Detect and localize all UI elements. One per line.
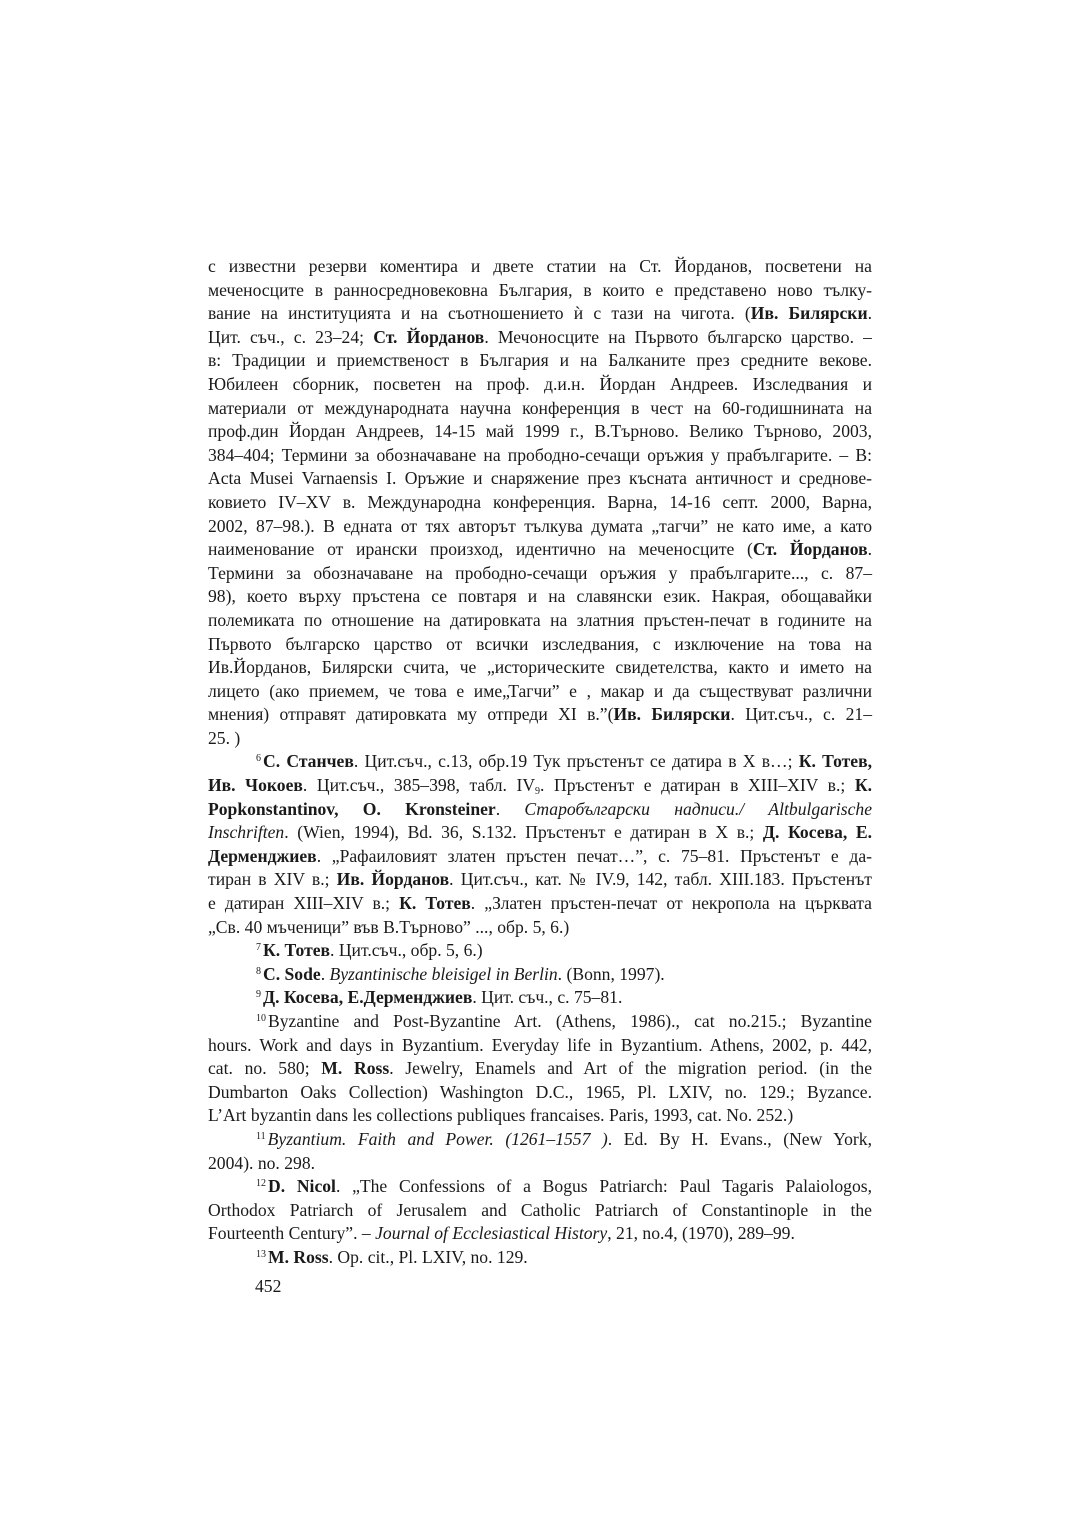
footnote-10: $^{10}$ Byzantine and Post-Byzantine Art. (Athens, 1986)., cat no.215.; Byzantine — [256, 1011, 872, 1031]
text-line: Юбилеен сборник, посветен на проф. д.и.н. Йордан Андреев. Изследвания и — [208, 373, 872, 394]
footnote-number: 9 — [256, 989, 261, 1001]
text-line: 25. ) — [208, 727, 241, 748]
text-line: ковието IV–XV в. Международна конференция. Варна, 14-16 септ. 2000, Варна, — [208, 491, 872, 512]
author-name: Ив. Билярски — [613, 704, 731, 725]
text-line: Acta Musei Varnaensis I. Оръжие и снаряжение през късната античност и среднове- — [208, 468, 872, 489]
text-line: полемиката по отношение на датировката на златния пръстен-печат в годините на — [208, 609, 872, 630]
footnote-13: $^{13}$ M. Ross. Op. cit., Pl. LXIV, no. 129. — [256, 1246, 528, 1267]
footnote-number: 6 — [256, 753, 261, 765]
text-line: наименование от ирански произход, идентично на меченосците (Ст. Йорданов. — [208, 539, 872, 560]
footnote-line: тиран в XIV в.; Ив. Йорданов. Цит.съч., кат. № IV.9, 142, табл. XIII.183. Пръстенът — [208, 869, 873, 890]
text-line: материали от международната научна конференция в чест на 60-годишнината на — [208, 397, 872, 418]
footnote-line: L’Art byzantin dans les collections publiques francaises. Paris, 1993, cat. No. 252.) — [208, 1105, 794, 1126]
footnote-line: hours. Work and days in Byzantium. Everyday life in Byzantium. Athens, 2002, p. 442, — [208, 1034, 872, 1055]
footnote-line: Дерменджиев. „Рафаиловият златен пръстен печат…”, с. 75–81. Пръстенът е да- — [208, 845, 872, 866]
text-line: Ив.Йорданов, Билярски счита, че „историческите свидетелства, както и името на — [208, 657, 872, 678]
footnote-number: 8 — [256, 965, 261, 977]
text-line: лицето (ако приемем, че това е име„Тагчи” е , макар и да съществуват различни — [208, 680, 872, 701]
author-name: Ст. Йорданов — [752, 539, 868, 560]
author-name: Ив. Билярски — [750, 303, 868, 324]
footnote-line: Ив. Чокоев. Цит.съч., 385–398, табл. $IV_9$. Пръстенът е датиран в XIII–XIV в.; К. — [208, 775, 873, 798]
footnote-number: 12 — [256, 1178, 266, 1190]
footnote-number: 13 — [256, 1248, 266, 1260]
footnote-number: 10 — [256, 1013, 266, 1024]
footnote-11: $^{11}$ Byzantium. Faith and Power. (1261–1557 ). Ed. By H. Evans., (New York, — [256, 1128, 872, 1149]
text-line: 98), което върху пръстена се повтаря и на славянски език. Накрая, обощавайки — [208, 586, 872, 607]
text-line: вание на институцията и на съотношението ѝ с тази на чигота. (Ив. Билярски. — [208, 303, 872, 324]
footnote-line: 2004). no. 298. — [208, 1152, 316, 1173]
text-line: проф.дин Йордан Андреев, 14-15 май 1999 г., В.Търново. Велико Търново, 2003, — [208, 421, 872, 442]
text-line: в: Традиции и приемственост в България и на Балканите през средните векове. — [208, 350, 872, 371]
footnote-line: Inschriften. (Wien, 1994), Bd. 36, S.132. Пръстенът е датиран в X в.; Д. Косева, Е. — [208, 822, 872, 843]
text-line: мнения) отправят датировката му отпреди XI в.”(Ив. Билярски. Цит.съч., с. 21– — [208, 704, 872, 725]
footnote-line: Orthodox Patriarch of Jerusalem and Catholic Patriarch of Constantinople in the — [208, 1199, 872, 1220]
body-text — [208, 255, 872, 1270]
footnote-line: е датиран XIII–XIV в.; К. Тотев. „Златен пръстен-печат от некропола на църквата — [208, 893, 872, 914]
footnote-12: $^{12}$ D. Nicol. „The Confessions of a Bogus Patriarch: Paul Tagaris Palaiologos, — [256, 1176, 872, 1197]
text-line: 2002, 87–98.). В едната от тях авторът тълкува думата „тагчи” не като име, а като — [208, 515, 872, 536]
author-name: Ст. Йорданов — [373, 326, 485, 347]
text-line: 384–404; Термини за обозначаване на прободно-сечащи оръжия у прабългарите. – В: — [208, 444, 872, 465]
text-line: меченосците в ранносредновековна България, в които е представено ново тълку- — [208, 279, 872, 300]
footnote-6: $^6$ С. Станчев. Цит.съч., с.13, обр.19 Тук пръстенът се датира в Х в…; К. Тотев, — [256, 751, 873, 772]
text-line: Термини за обозначаване на прободно-сечащи оръжия у прабългарите..., с. 87– — [208, 562, 872, 583]
footnote-number: 11 — [256, 1130, 266, 1142]
footnote-8: $^8$ C. Sode. Byzantinische bleisigel in Berlin. (Bonn, 1997). — [256, 963, 665, 984]
footnote-line: cat. no. 580; M. Ross. Jewelry, Enamels and Art of the migration period. (in the — [208, 1058, 872, 1079]
footnote-9: $^9$ Д. Косева, Е.Дерменджиев. Цит. съч., с. 75–81. — [256, 987, 623, 1008]
text-line: с известни резерви коментира и двете статии на Ст. Йорданов, посветени на — [208, 256, 872, 276]
text-line: Първото българско царство от всички изследвания, с изключение на това на — [208, 633, 872, 654]
footnote-line: Fourteenth Century”. – Journal of Ecclesiastical History, 21, no.4, (1970), 289–99. — [208, 1223, 795, 1244]
footnote-number: 7 — [256, 942, 261, 954]
footnote-line: Popkonstantinov, O. Kronsteiner. Старобългарски надписи./ Altbulgarische — [208, 798, 873, 819]
footnote-line: Dumbarton Oaks Collection) Washington D.C., 1965, Pl. LXIV, no. 129.; Byzance. — [208, 1081, 872, 1102]
footnote-7: $^7$ К. Тотев. Цит.съч., обр. 5, 6.) — [256, 940, 483, 961]
footnote-line: „Св. 40 мъченици” във В.Търново” ..., обр. 5, 6.) — [208, 916, 570, 937]
page-number: 452 — [255, 1276, 282, 1296]
text-line: Цит. съч., с. 23–24; Ст. Йорданов. Мечоносците на Първото българско царство. – — [208, 326, 872, 347]
